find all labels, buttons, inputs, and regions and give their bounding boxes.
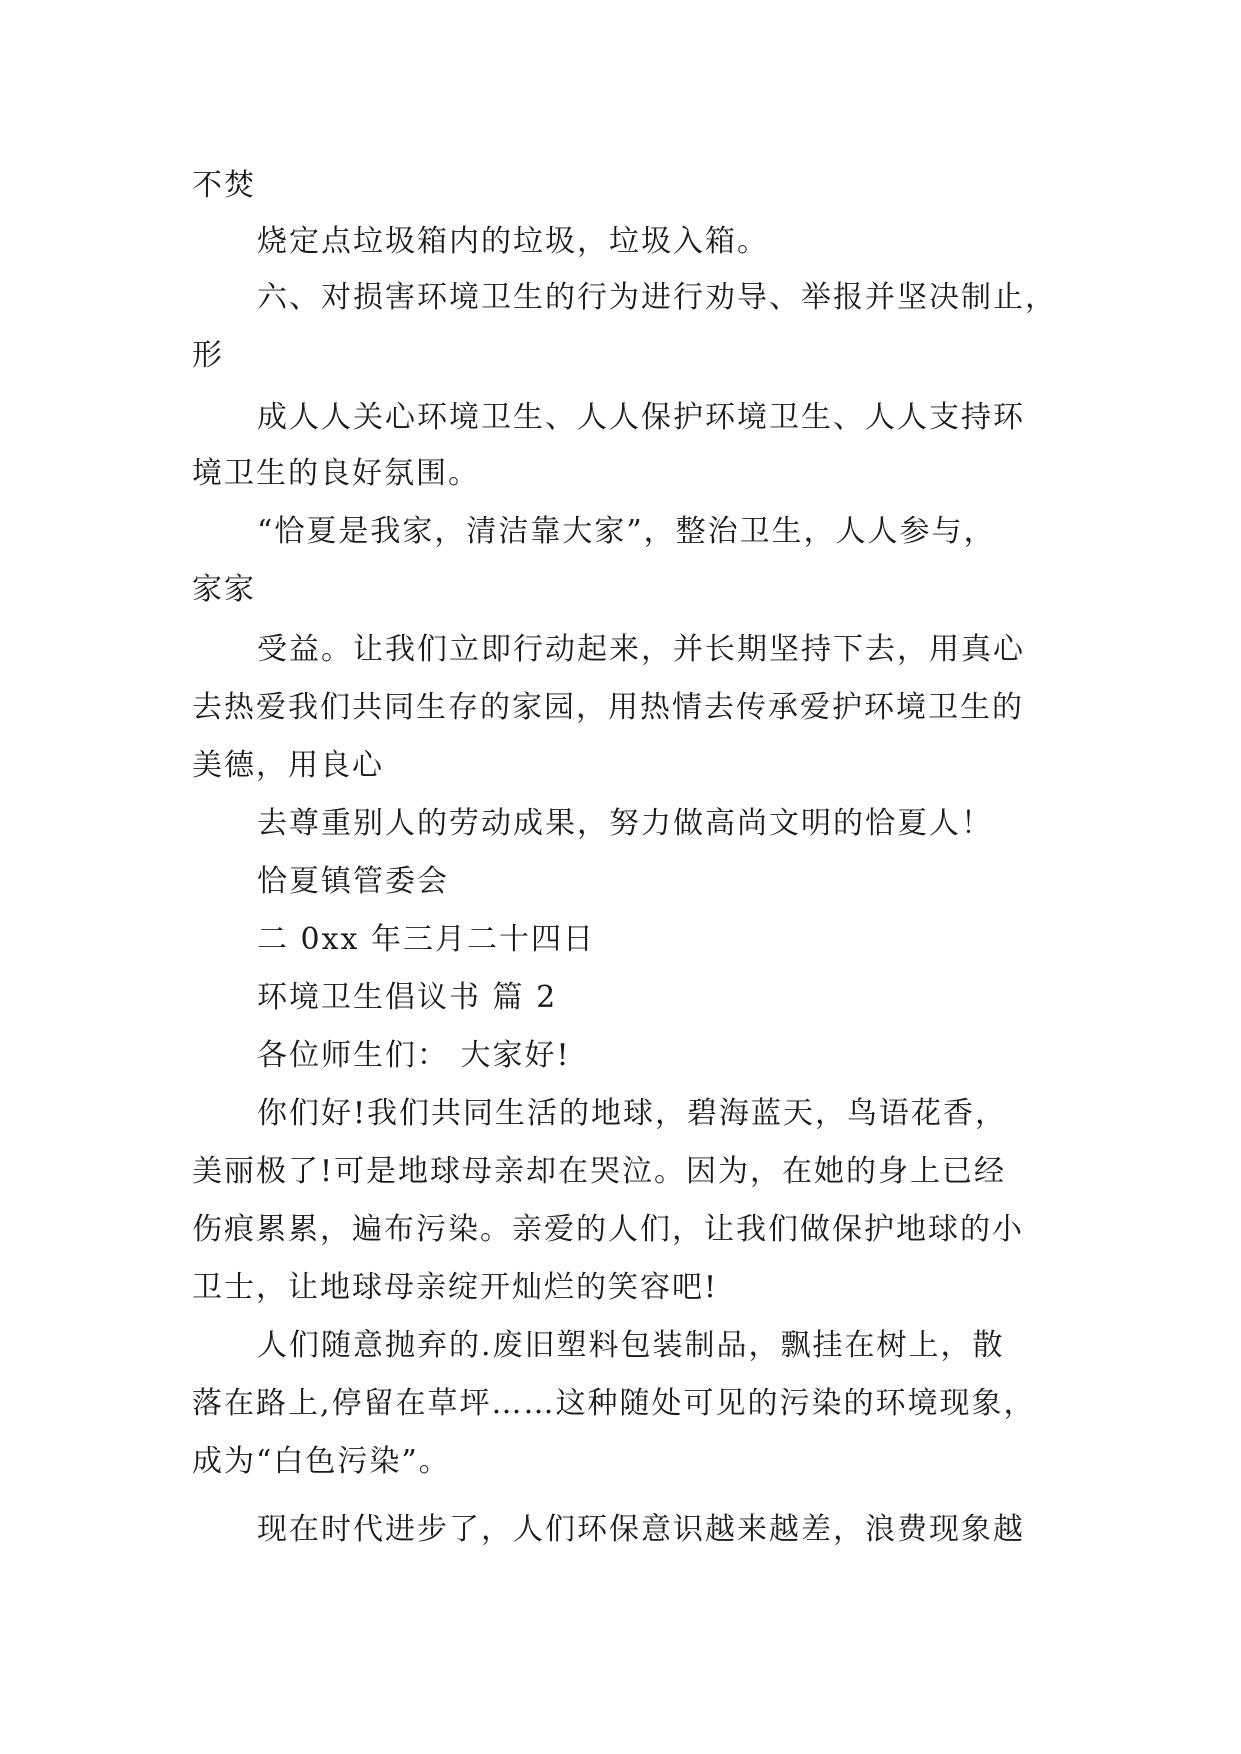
text-line: 家家 <box>192 572 256 607</box>
text-line: 不焚 <box>192 168 256 203</box>
text-line: 人们随意抛弃的.废旧塑料包装制品，飘挂在树上，散 <box>257 1328 1005 1363</box>
text-line: 六、对损害环境卫生的行为进行劝导、举报并坚决制止， <box>257 280 1057 315</box>
text-line: 烧定点垃圾箱内的垃圾，垃圾入箱。 <box>257 224 769 259</box>
text-line: 你们好!我们共同生活的地球，碧海蓝天，鸟语花香， <box>257 1096 1008 1131</box>
text-line: “恰夏是我家，清洁靠大家”，整治卫生，人人参与， <box>257 514 996 549</box>
text-line: 美丽极了!可是地球母亲却在哭泣。因为，在她的身上已经 <box>192 1154 1007 1189</box>
text-line: 去尊重别人的劳动成果，努力做高尚文明的恰夏人！ <box>257 806 993 841</box>
text-line: 境卫生的良好氛围。 <box>192 456 480 491</box>
text-line: 环境卫生倡议书 篇 2 <box>257 980 558 1015</box>
text-line: 卫士，让地球母亲绽开灿烂的笑容吧! <box>192 1270 719 1305</box>
text-line: 形 <box>192 338 224 373</box>
text-line: 去热爱我们共同生存的家园，用热情去传承爱护环境卫生的 <box>192 690 1024 725</box>
text-line: 伤痕累累，遍布污染。亲爱的人们，让我们做保护地球的小 <box>192 1212 1024 1247</box>
text-line: 现在时代进步了，人们环保意识越来越差，浪费现象越 <box>257 1512 1025 1547</box>
text-line: 美德，用良心 <box>192 748 384 783</box>
text-line: 各位师生们： 大家好! <box>257 1038 571 1073</box>
text-line: 成为“白色污染”。 <box>192 1444 451 1479</box>
text-line: 成人人关心环境卫生、人人保护环境卫生、人人支持环 <box>257 400 1025 435</box>
text-line: 恰夏镇管委会 <box>257 864 449 899</box>
text-line: 落在路上,停留在草坪……这种随处可见的污染的环境现象， <box>192 1386 1036 1421</box>
text-line: 受益。让我们立即行动起来，并长期坚持下去，用真心 <box>257 632 1025 667</box>
text-line: 二 0xx 年三月二十四日 <box>257 922 595 957</box>
